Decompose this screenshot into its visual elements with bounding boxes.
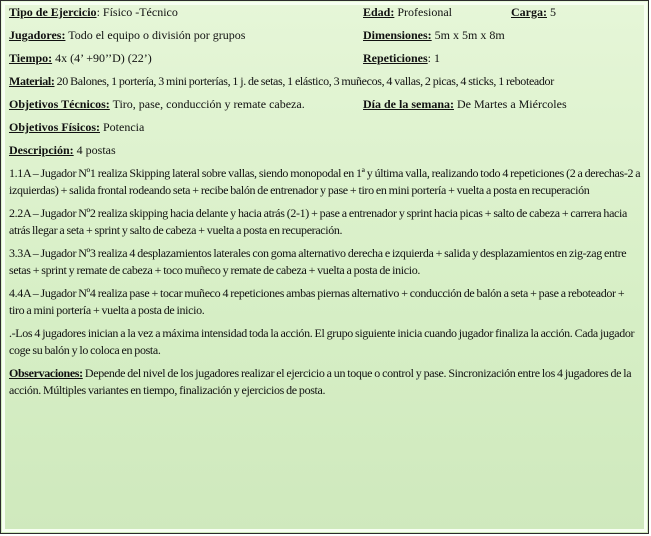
descripcion-field — [9, 142, 641, 159]
observaciones-label: Observaciones: — [9, 366, 83, 380]
edad-label: Edad: — [363, 5, 395, 19]
observaciones-field — [9, 365, 641, 399]
descripcion-value: 4 postas — [73, 143, 116, 157]
edad-field — [363, 4, 511, 21]
posta-2: 2.2A – Jugador Nº2 realiza skipping hacia delante y hacia atrás (2-1) + pase a entrenador y sprint hacia picas + salto de cabeza + carrera hacia atrás llegar a seta + sprint y salto de cabeza + vuelta a posta en recuperación. — [9, 206, 627, 237]
dimensiones-value: 5m x 5m x 8m — [431, 28, 505, 42]
row-jugadores-dimensiones — [9, 27, 641, 44]
objetivos-tecnicos-label: Objetivos Técnicos: — [9, 97, 110, 111]
tipo-label: Tipo de Ejercicio — [9, 5, 97, 19]
exercise-content — [9, 4, 641, 399]
objetivos-fisicos-field — [9, 119, 641, 136]
tiempo-label: Tiempo: — [9, 51, 53, 65]
dimensiones-field — [363, 27, 505, 44]
posta-4: 4.4A – Jugador Nº4 realiza pase + tocar muñeco 4 repeticiones ambas piernas alternativo + conducción de balón a seta + pase a reboteador + tiro a mini portería + vuelta a posta de inicio. — [9, 286, 625, 317]
tiempo-field — [9, 50, 363, 67]
material-field — [9, 73, 641, 90]
objetivos-tecnicos-field — [9, 96, 363, 113]
posta-note: .-Los 4 jugadores inician a la vez a máxima intensidad toda la acción. El grupo siguiente inicia cuando jugador finaliza la acción. Cada jugador coge su balón y lo coloca en posta. — [9, 326, 635, 357]
row-tipo-edad-carga — [9, 4, 641, 21]
jugadores-value: Todo el equipo o división por grupos — [65, 28, 246, 42]
objetivos-fisicos-label: Objetivos Físicos: — [9, 120, 100, 134]
material-label: Material: — [9, 74, 55, 88]
posta-3: 3.3A – Jugador Nº3 realiza 4 desplazamientos laterales con goma alternativo derecha e izquierda + salida y desplazamientos en zig-zag entre setas + sprint y remate de cabeza + toco muñeco y remate de cabeza + vuelta a posta de inicio. — [9, 246, 627, 277]
repeticiones-label: Repeticiones — [363, 51, 428, 65]
jugadores-label: Jugadores: — [9, 28, 66, 42]
descripcion-label: Descripción: — [9, 143, 74, 157]
tiempo-value: 4x (4’ +90’’D) (22’) — [52, 51, 152, 65]
edad-value: Profesional — [394, 5, 453, 19]
dimensiones-label: Dimensiones: — [363, 28, 432, 42]
repeticiones-field — [363, 50, 440, 67]
repeticiones-value: : 1 — [427, 51, 440, 65]
carga-field — [511, 4, 556, 21]
material-value: 20 Balones, 1 portería, 3 mini porterías, 1 j. de setas, 1 elástico, 3 muñecos, 4 vallas, 2 picas, 4 sticks, 1 reboteador — [54, 74, 554, 88]
observaciones-value: Depende del nivel de los jugadores realizar el ejercicio a un toque o control y pase. Sincronización entre los 4 jugadores de la acción. Múltiples variantes en tiempo, finalización y ejercicios de posta. — [9, 366, 632, 397]
tipo-value: : Físico -Técnico — [96, 5, 178, 19]
posta-1: 1.1A – Jugador Nº1 realiza Skipping lateral sobre vallas, siendo monopodal en 1ª y última valla, realizando todo 4 repeticiones (2 a derechas-2 a izquierdas) + salida frontal rodeando seta + recibe balón de entrenador y pase + tiro en mini portería + vuelta a posta en recuperación — [9, 166, 641, 197]
tipo-field — [9, 4, 363, 21]
row-tiempo-repeticiones — [9, 50, 641, 67]
objetivos-tecnicos-value: Tiro, pase, conducción y remate cabeza. — [109, 97, 305, 111]
row-objetivos-dia — [9, 96, 641, 113]
carga-label: Carga: — [511, 5, 547, 19]
carga-value: 5 — [547, 5, 556, 19]
objetivos-fisicos-value: Potencia — [100, 120, 145, 134]
dia-semana-field — [363, 96, 567, 113]
jugadores-field — [9, 27, 363, 44]
dia-semana-label: Día de la semana: — [363, 97, 454, 111]
dia-semana-value: De Martes a Miércoles — [454, 97, 567, 111]
